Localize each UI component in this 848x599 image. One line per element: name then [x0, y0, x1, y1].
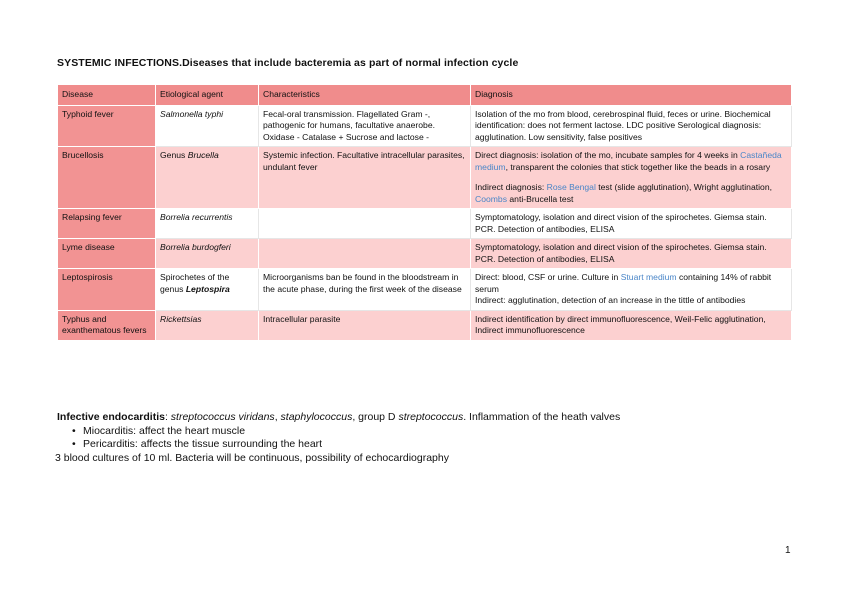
table-row [58, 105, 792, 147]
characteristics-cell: Systemic infection. Facultative intracellular parasites, undulant fever [259, 147, 471, 209]
diagnosis-cell: Isolation of the mo from blood, cerebrospinal fluid, feces or urine. Biochemical identification: does not ferment lactose. LDC positive Serological diagnosis: agglutination. Low sensitivity, false positives [471, 105, 792, 147]
diagnosis-text: , transparent the colonies that stick together like the beads in a rosary [505, 161, 771, 172]
table-row [58, 269, 792, 311]
separator: : [164, 411, 171, 423]
table-row [58, 310, 792, 340]
document-title: SYSTEMIC INFECTIONS.Diseases that include bacteremia as part of normal infection cycle [57, 57, 519, 69]
agent-prefix: Genus [160, 150, 188, 160]
diagnosis-text: Indirect diagnosis: [475, 182, 547, 192]
diagnosis-cell [471, 269, 792, 311]
group-d-text: , group D [352, 411, 399, 423]
agent-cell [156, 269, 259, 311]
header-disease: Disease [58, 85, 156, 106]
disease-cell: Lyme disease [58, 239, 156, 269]
endocarditis-label: Infective endocarditis [57, 411, 165, 423]
endocarditis-line [57, 411, 817, 425]
characteristics-cell: Microorganisms ban be found in the bloodstream in the acute phase, during the first week of the disease [259, 269, 471, 311]
header-diagnosis: Diagnosis [471, 85, 792, 106]
endocarditis-bullets [57, 425, 817, 452]
characteristics-cell [259, 239, 471, 269]
diagnosis-text: anti-Brucella test [507, 193, 574, 204]
blood-culture-note: 3 blood cultures of 10 ml. Bacteria will be continuous, possibility of echocardiography [55, 451, 449, 464]
table-row [58, 147, 792, 209]
diagnosis-cell: Symptomatology, isolation and direct vision of the spirochetes. Giemsa stain. PCR. Detection of antibodies, ELISA [471, 209, 792, 239]
agent-streptococcus: streptococcus [398, 411, 464, 423]
agent-cell [156, 147, 259, 209]
agent-viridans: streptococcus viridans [170, 411, 275, 423]
agent-cell: Borrelia burdogferi [156, 239, 259, 269]
castaneda-medium-link[interactable]: Castañeda medium [475, 150, 782, 172]
agent-genus: Brucella [187, 150, 219, 160]
page-number: 1 [785, 545, 791, 556]
paragraph-gap [475, 173, 787, 182]
diagnosis-text: test (slide agglutination), Wright agglutination, [595, 182, 772, 192]
rose-bengal-link[interactable]: Rose Bengal [546, 182, 596, 192]
header-etiological-agent: Etiological agent [156, 85, 259, 106]
diagnosis-text: containing 14% of rabbit serum [475, 272, 772, 294]
list-item: • Miocarditis: affect the heart muscle [83, 425, 817, 439]
table-header-row [58, 85, 792, 106]
agent-staphylococcus: staphylococcus [280, 411, 353, 423]
agent-prefix: Spirochetes of the genus [160, 272, 230, 294]
characteristics-cell: Intracellular parasite [259, 310, 471, 340]
stuart-medium-link[interactable]: Stuart medium [620, 272, 677, 282]
diagnosis-cell: Symptomatology, isolation and direct vision of the spirochetes. Giemsa stain. PCR. Detection of antibodies, ELISA [471, 239, 792, 269]
direct-diagnosis [475, 150, 787, 173]
disease-cell: Brucellosis [58, 147, 156, 209]
agent-cell: Salmonella typhi [156, 105, 259, 147]
disease-cell: Relapsing fever [58, 209, 156, 239]
characteristics-cell [259, 209, 471, 239]
infections-table [57, 84, 792, 341]
direct-diagnosis [475, 272, 787, 295]
endocarditis-description: . Inflammation of the heath valves [463, 411, 621, 423]
table-row [58, 209, 792, 239]
agent-genus: Leptospira [185, 283, 230, 294]
separator: , [274, 411, 281, 423]
disease-cell: Typhoid fever [58, 105, 156, 147]
endocarditis-section [57, 411, 817, 465]
diagnosis-text: Direct diagnosis: isolation of the mo, incubate samples for 4 weeks in [475, 150, 741, 160]
header-characteristics: Characteristics [259, 85, 471, 106]
agent-cell: Rickettsias [156, 310, 259, 340]
disease-cell: Leptospirosis [58, 269, 156, 311]
disease-cell: Typhus and exanthematous fevers [58, 310, 156, 340]
indirect-diagnosis [475, 182, 787, 205]
agent-cell: Borrelia recurrentis [156, 209, 259, 239]
indirect-diagnosis: Indirect: agglutination, detection of an increase in the tittle of antibodies [475, 295, 746, 305]
list-item: • Pericarditis: affects the tissue surrounding the heart [83, 438, 817, 452]
diagnosis-text: Direct: blood, CSF or urine. Culture in [475, 272, 621, 282]
diagnosis-cell: Indirect identification by direct immunofluorescence, Weil-Felic agglutination, Indirect immunofluorescence [471, 310, 792, 340]
diagnosis-cell [471, 147, 792, 209]
characteristics-cell: Fecal-oral transmission. Flagellated Gram -, pathogenic for humans, facultative anaerobe. Oxidase - Catalase + Sucrose and lactose - [259, 105, 471, 147]
coombs-link[interactable]: Coombs [475, 193, 507, 204]
table-row [58, 239, 792, 269]
